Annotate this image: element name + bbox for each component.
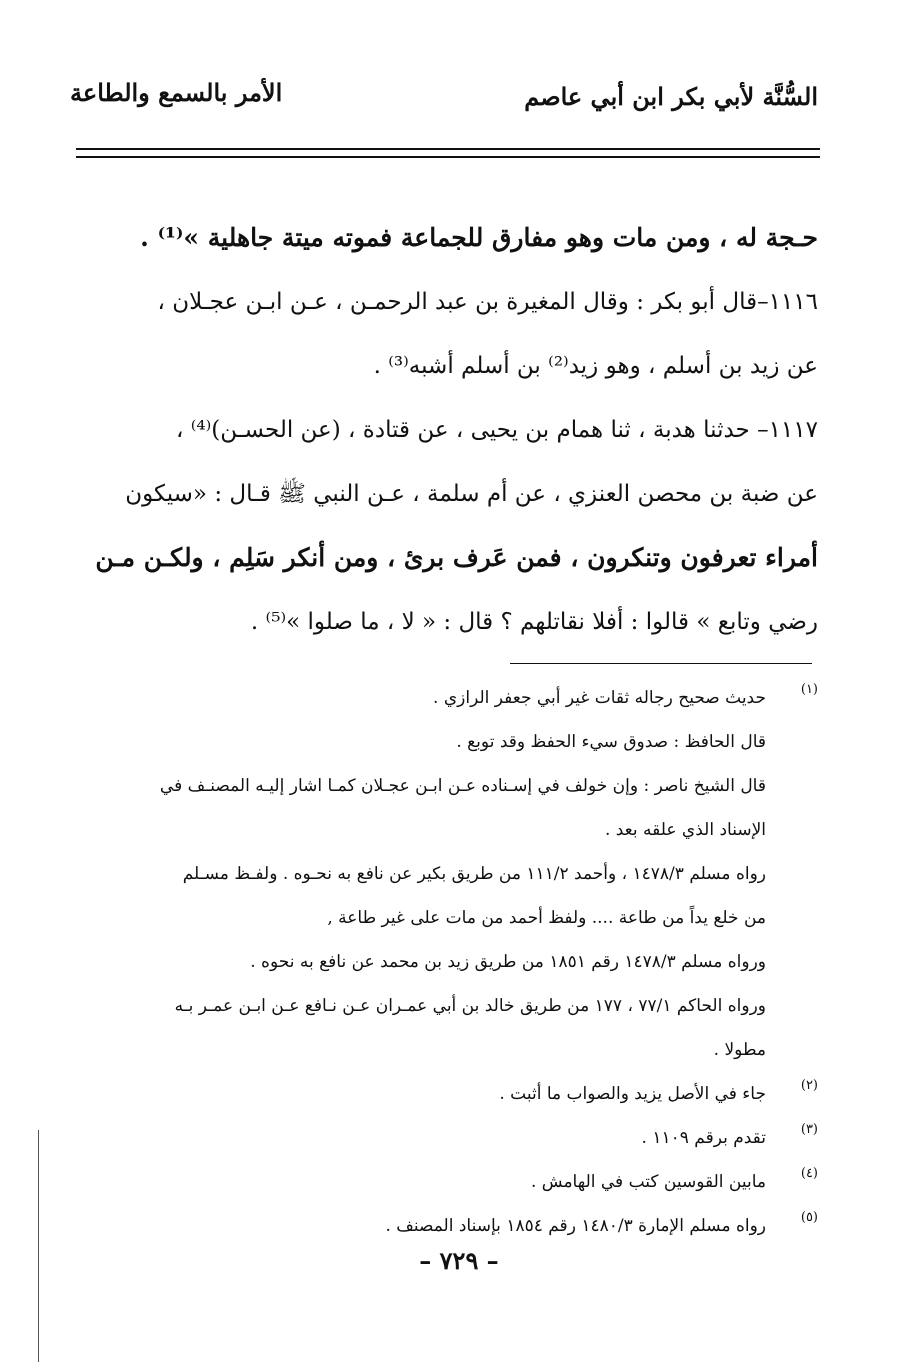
text-line: عن زيد بن أسلم ، وهو زيد⁽²⁾ بن أسلم أشبه⁽³⁾ . <box>373 353 818 379</box>
footnote-text: تقدم برقم ١١٠٩ . <box>641 1128 766 1148</box>
header-rule-top <box>76 148 820 150</box>
footnote-line <box>60 1204 818 1248</box>
footnote-marker: (٤) <box>800 1166 818 1181</box>
footnote-line <box>60 940 818 984</box>
footnote-text: قال الشيخ ناصر : وإن خولف في إسـناده عـن ابـن عجـلان كمـا اشار إليـه المصنـف في <box>159 776 766 796</box>
footnote-line <box>60 676 818 720</box>
hadith-1117-line: ١١١٧– حدثنا هدبة ، ثنا همام بن يحيى ، عن قتادة ، (عن الحسـن)⁽⁴⁾ ، <box>175 417 818 443</box>
text-line: أمراء تعرفون وتنكرون ، فمن عَرف برئ ، ومن أنكر سَلِم ، ولكـن مـن <box>95 543 818 572</box>
text-line: رضي وتابع » قالوا : أفلا نقاتلهم ؟ قال : « لا ، ما صلوا »⁽⁵⁾ . <box>250 609 818 635</box>
text-line: حـجة له ، ومن مات وهو مفارق للجماعة فموته ميتة جاهلية »⁽¹⁾ . <box>140 223 818 252</box>
chapter-title: الأمر بالسمع والطاعة <box>70 78 283 107</box>
footnote-text: من خلع يداً من طاعة .... ولفظ أحمد من مات على غير طاعة , <box>327 908 766 928</box>
footnote-line <box>60 984 818 1028</box>
page-number: – ٧٢٩ – <box>419 1246 499 1275</box>
footnote-marker: (٣) <box>800 1122 818 1137</box>
footnote-line <box>60 1028 818 1072</box>
footnote-text: حديث صحيح رجاله ثقات غير أبي جعفر الرازي . <box>433 688 766 708</box>
footnote-line <box>60 1116 818 1160</box>
footnote-text: الإسناد الذي علقه بعد . <box>604 820 766 840</box>
book-title: السُّنَّة لأبي بكر ابن أبي عاصم <box>524 82 818 111</box>
footnote-text: مطولا . <box>713 1040 766 1060</box>
footnote-line <box>60 808 818 852</box>
footnote-line <box>60 1072 818 1116</box>
hadith-1116-line: ١١١٦–قال أبو بكر : وقال المغيرة بن عبد الرحمـن ، عـن ابـن عجـلان ، <box>157 289 818 315</box>
scan-margin-line <box>38 1130 39 1362</box>
footnote-line <box>60 852 818 896</box>
footnotes <box>60 676 818 1248</box>
footnote-line <box>60 720 818 764</box>
footnote-separator <box>510 663 812 664</box>
footnote-text: جاء في الأصل يزيد والصواب ما أثبت . <box>499 1084 766 1104</box>
footnote-text: مابين القوسين كتب في الهامش . <box>530 1172 766 1192</box>
footnote-text: رواه مسلم الإمارة ١٤٨٠/٣ رقم ١٨٥٤ بإسناد المصنف . <box>385 1216 766 1236</box>
footnote-text: رواه مسلم ١٤٧٨/٣ ، وأحمد ١١١/٢ من طريق بكير عن نافع به نحـوه . ولفـظ مسـلم <box>182 864 766 884</box>
footnote-text: ورواه مسلم ١٤٧٨/٣ رقم ١٨٥١ من طريق زيد بن محمد عن نافع به نحوه . <box>250 952 766 972</box>
text-line: عن ضبة بن محصن العنزي ، عن أم سلمة ، عـن النبي ﷺ قـال : «سيكون <box>125 481 818 507</box>
footnote-text: ورواه الحاكم ٧٧/١ ، ١٧٧ من طريق خالد بن أبي عمـران عـن نـافع عـن ابـن عمـر بـه <box>174 996 766 1016</box>
footnote-line <box>60 1160 818 1204</box>
main-text <box>68 206 818 654</box>
footnote-line <box>60 764 818 808</box>
footnote-text: قال الحافظ : صدوق سيء الحفظ وقد توبع . <box>456 732 766 752</box>
footnote-marker: (٢) <box>800 1078 818 1093</box>
page-header <box>60 70 818 130</box>
header-rule-bottom <box>76 156 820 158</box>
footnote-marker: (١) <box>800 682 818 697</box>
footnote-marker: (٥) <box>800 1210 818 1225</box>
footnote-line <box>60 896 818 940</box>
